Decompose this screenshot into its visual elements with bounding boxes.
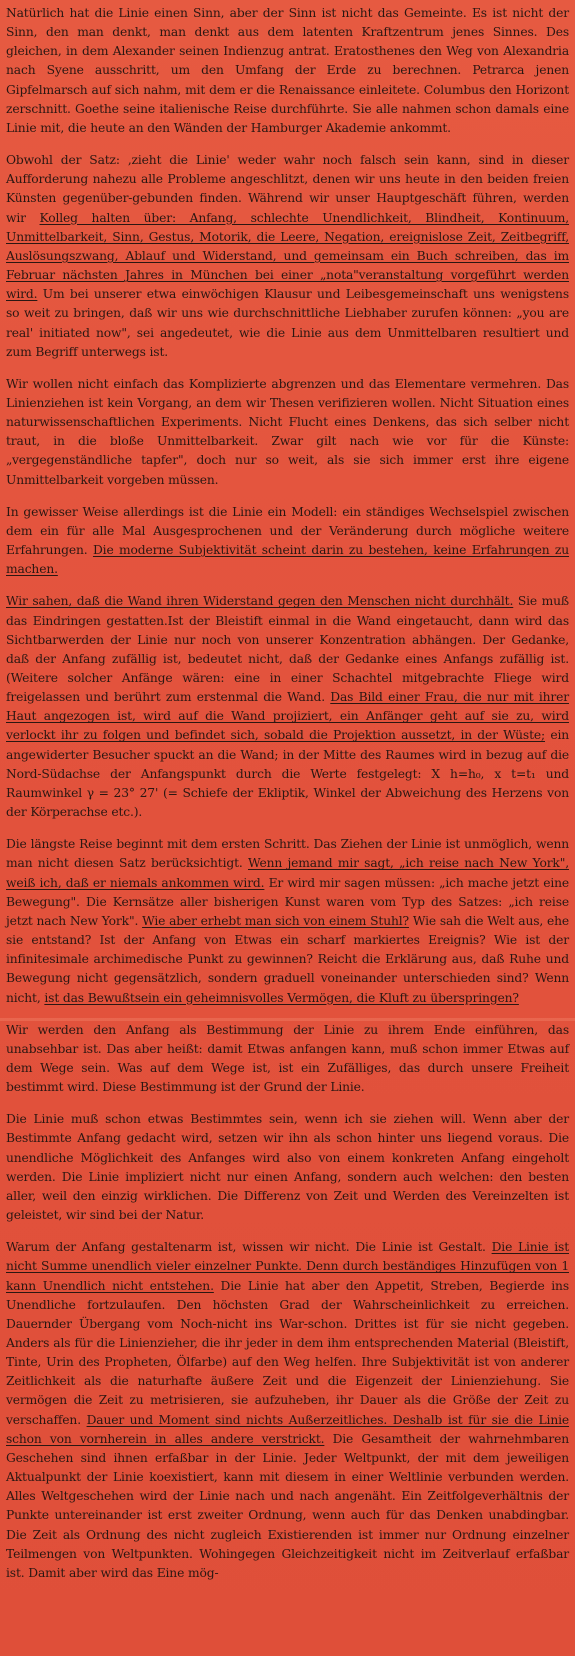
- text-run: Wir wollen nicht einfach das Komplizierte abgrenzen und das Elementare vermehren. Das Linienziehen ist kein Vorgang, an dem wir Thesen verifizieren wollen. Nicht Situation eines naturwissenschaftlichen Experiments. Nicht Flucht eines Denkens, das sich selber nicht traut, in die bloße Unmittelbarkeit. Zwar gilt nach wie vor für die Künste: „vergegenständliche tapfer", doch nur so weit, als sie sich immer erst ihre eigene Unmittelbarkeit vorgeben müssen.: [6, 376, 569, 487]
- paragraph: [6, 503, 569, 580]
- text-run: Um bei unserer etwa einwöchigen Klausur und Leibesgemeinschaft uns wenigstens so weit zu bringen, daß wir uns wie durchschnittliche Liebhaber zurufen können: „you are real' initiated now", sei angedeutet, wie die Linie aus dem Unmittelbaren resultiert und zum Begriff unterwegs ist.: [6, 287, 569, 359]
- paragraph: [6, 592, 569, 822]
- underlined-passage: Das Bild einer Frau, die nur mit ihrer Haut angezogen ist, wird auf die Wand projiziert, ein Anfänger geht auf sie zu, wird verlockt ihr zu folgen und befindet sich, sobald die Projektion aussetzt, in der Wüste;: [6, 690, 569, 743]
- paragraph: [6, 375, 569, 490]
- paragraph: [6, 1110, 569, 1225]
- underlined-passage: Kolleg halten über: Anfang, schlechte Unendlichkeit, Blindheit, Kontinuum, Unmittelbarkeit, Sinn, Gestus, Motorik, die Leere, Negation, ereignislose Zeit, Zeitbegriff, Auslösungszwang, Ablauf und Widerstand, und gemeinsam ein Buch schreiben, das im Februar nächsten Jahres in München bei einer „nota"veranstaltung vorgeführt werden wird.: [6, 210, 569, 302]
- page-seam: [0, 1018, 575, 1021]
- underlined-passage: ist das Bewußtsein ein geheimnisvolles Vermögen, die Kluft zu überspringen?: [44, 990, 519, 1005]
- paragraph: [6, 1238, 569, 1583]
- underlined-passage: Wie aber erhebt man sich von einem Stuhl?: [142, 913, 409, 928]
- text-run: ein angewiderter Besucher spuckt an die Wand; in der Mitte des Raumes wird in bezug auf die Nord-Südachse der Anfangspunkt durch die Werte festgelegt: X h=h₀, x t=t₁ und Raumwinkel γ = 23° 27' (= Schiefe der Ekliptik, Winkel der Abweichung des Herzens von der Körperachse etc.).: [6, 728, 569, 820]
- underlined-passage: Wenn jemand mir sagt, „ich reise nach New York", weiß ich, daß er niemals ankommen wird.: [6, 856, 569, 890]
- text-run: Die längste Reise beginnt mit dem ersten Schritt. Das Ziehen der Linie ist unmöglich, wenn man nicht diesen Satz berücksichtigt.: [6, 837, 569, 871]
- text-run: Die Gesamtheit der wahrnehmbaren Geschehen sind ihnen erfaßbar in der Linie. Jeder Weltpunkt, der mit dem jeweiligen Aktualpunkt der Linie koexistiert, kann mit diesem in einer Weltlinie verbunden werden. Alles Weltgeschehen wird der Linie nach und nach angenäht. Ein Zeitfolgeverhältnis der Punkte untereinander ist erst zweiter Ordnung, wenn auch für das Denken unabdingbar. Die Zeit als Ordnung des nicht zugleich Existierenden ist immer nur Ordnung einzelner Teilmengen von Weltpunkten. Wohingegen Gleichzeitigkeit nicht im Zeitverlauf erfaßbar ist. Damit aber wird das Eine mög-: [6, 1431, 569, 1580]
- underlined-passage: Die Linie ist nicht Summe unendlich vieler einzelner Punkte. Denn durch beständiges Hinzufügen von 1 kann Unendlich nicht entstehen.: [6, 1240, 569, 1293]
- underlined-passage: Die moderne Subjektivität scheint darin zu bestehen, keine Erfahrungen zu machen.: [6, 543, 570, 577]
- text-run: Wie sah die Welt aus, ehe sie entstand? Ist der Anfang von Etwas ein scharf markiertes Ereignis? Wie ist der infinitesimale archimedische Punkt zu gewinnen? Reicht die Erklärung aus, daß Ruhe und Bewegung nicht gegensätzlich, sondern graduell voneinander unterschieden sind? Wenn nicht,: [6, 913, 569, 1005]
- text-run: Obwohl der Satz: ‚zieht die Linie' weder wahr noch falsch sein kann, sind in dieser Aufforderung nahezu alle Probleme angeschlitzt, denen wir uns heute in den beiden freien Künsten gegenüber-gebunden finden. Während wir unser Hauptgeschäft führen, werden wir: [6, 153, 569, 225]
- text-run: Warum der Anfang gestaltenarm ist, wissen wir nicht. Die Linie ist Gestalt.: [6, 1240, 492, 1255]
- underlined-passage: Dauer und Moment sind nichts Außerzeitliches. Deshalb ist für sie die Linie schon von vornherein in alles andere verstrickt.: [6, 1412, 570, 1446]
- text-run: Die Linie muß schon etwas Bestimmtes sein, wenn ich sie ziehen will. Wenn aber der Bestimmte Anfang gedacht wird, setzen wir ihn als schon hinter uns liegend voraus. Die unendliche Möglichkeit des Anfanges wird also von einem konkreten Anfang eingeholt werden. Die Linie impliziert nicht nur einen Anfang, sondern auch welchen: den besten aller, weil den einzig wirklichen. Die Differenz von Zeit und Werden des Vereinzelten ist geleistet, wir sind bei der Natur.: [6, 1112, 569, 1223]
- paragraph: [6, 835, 569, 1007]
- paragraph: [6, 151, 569, 362]
- text-run: Wir werden den Anfang als Bestimmung der Linie zu ihrem Ende einführen, das unabsehbar ist. Das aber heißt: damit Etwas anfangen kann, muß schon immer Etwas auf dem Wege sein. Was auf dem Wege ist, ist ein Zufälliges, das durch unsere Freiheit bestimmt wird. Diese Bestimmung ist der Grund der Linie.: [6, 1022, 569, 1095]
- underlined-passage: Wir sahen, daß die Wand ihren Widerstand gegen den Menschen nicht durchhält.: [6, 594, 514, 609]
- paragraph: [6, 4, 569, 138]
- text-run: Sie muß das Eindringen gestatten.Ist der Bleistift einmal in die Wand eingetaucht, dann wird das Sichtbarwerden der Linie nur noch von unserer Konzentration abhängen. Der Gedanke, daß der Anfang zufällig ist, bedeutet nicht, daß der Gedanke eines Anfangs zufällig ist. (Weitere solcher Anfänge wären: eine in einer Schachtel mitgebrachte Fliege wird freigelassen und berührt zum erstenmal die Wand.: [6, 594, 569, 705]
- text-run: Die Linie hat aber den Appetit, Streben, Begierde ins Unendliche fortzulaufen. Den höchsten Grad der Wahrscheinlichkeit zu erreichen. Dauernder Übergang vom Noch-nicht ins War-schon. Drittes ist für sie nicht gegeben. Anders als für die Linienzieher, die ihr jeder in dem ihm entsprechenden Material (Bleistift, Tinte, Urin des Propheten, Ölfarbe) auf den Weg helfen. Ihre Subjektivität ist von anderer Zeitlichkeit als die naturhafte äußere Zeit und die Eigenzeit der Linienziehung. Sie vermögen die Zeit zu metrisieren, sie aufzuheben, ihr Dauer als die Größe der Zeit zu verschaffen.: [6, 1278, 569, 1427]
- text-run: Er wird mir sagen müssen: „ich mache jetzt eine Bewegung". Die Kernsätze aller bisherigen Kunst waren vom Typ des Satzes: „ich reise jetzt nach New York".: [6, 875, 569, 928]
- paragraph: [6, 1021, 569, 1098]
- document-body: [6, 4, 569, 1596]
- text-run: In gewisser Weise allerdings ist die Linie ein Modell: ein ständiges Wechselspiel zwischen dem ein für alle Mal Ausgesprochenen und der Veränderung durch mögliche weitere Erfahrungen.: [6, 504, 569, 558]
- text-run: Natürlich hat die Linie einen Sinn, aber der Sinn ist nicht das Gemeinte. Es ist nicht der Sinn, den man denkt, man denkt aus dem latenten Kraftzentrum jenes Sinnes. Des gleichen, in dem Alexander seinen Indienzug antrat. Eratosthenes den Weg von Alexandria nach Syene ausschritt, um den Umfang der Erde zu berechnen. Petrarca jenen Gipfelmarsch auf sich nahm, mit dem er die Renaissance einleitete. Columbus den Horizont zerschnitt. Goethe seine italienische Reise durchführte. Sie alle nahmen schon damals eine Linie mit, die heute an den Wänden der Hamburger Akademie ankommt.: [6, 6, 569, 135]
